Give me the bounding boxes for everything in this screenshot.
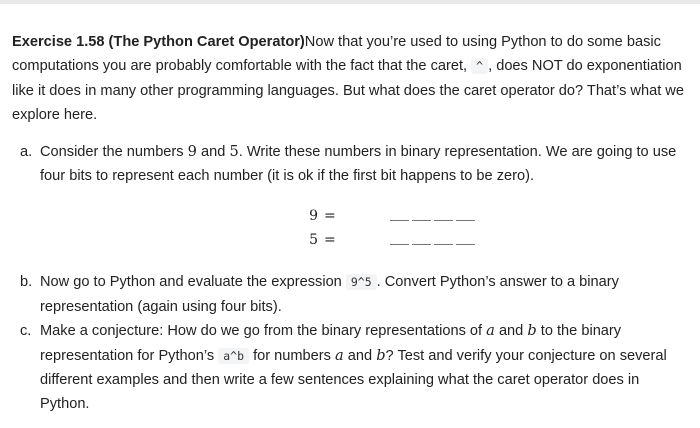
part-c-var-a2: a [335, 346, 344, 364]
top-divider [0, 0, 700, 4]
bit-blank [456, 244, 475, 245]
equation-9-lhs: 9 [309, 208, 318, 225]
equation-5-sign: = [324, 232, 336, 249]
caret-code: ^ [471, 58, 488, 74]
part-c-text-2: and [498, 323, 524, 340]
bit-blank [434, 220, 453, 221]
part-c-code: a^b [218, 348, 249, 364]
part-b [12, 270, 688, 319]
binary-equations [40, 204, 688, 252]
bit-blank [412, 244, 431, 245]
part-b-text-1: Now go to Python and evaluate the expression [40, 274, 342, 291]
bit-blank [434, 244, 453, 245]
exercise-container [12, 30, 688, 417]
part-c [12, 319, 688, 417]
bit-blank [456, 220, 475, 221]
part-c-text-5: and [347, 347, 373, 364]
part-c-marker: c. [20, 323, 32, 340]
part-a-num2: 5 [229, 142, 239, 160]
part-a [12, 140, 688, 253]
exercise-intro [12, 30, 688, 128]
part-a-text-1: Consider the numbers [40, 143, 184, 160]
equation-5 [308, 228, 336, 252]
part-c-var-b: b [527, 322, 537, 340]
part-b-marker: b. [20, 274, 33, 291]
equation-9-blanks [390, 220, 475, 221]
part-c-text-6: ? Test and verify your conjecture on several different examples and then write a few sentences explaining what the caret operator does in Python. [40, 347, 667, 413]
exercise-title: Exercise 1.58 (The Python Caret Operator) [12, 34, 305, 50]
intro-text-2: , does NOT do exponentiation like it does in many other programming languages. But what does the caret operator do? That’s what we explore here. [12, 58, 684, 124]
equation-9-sign: = [324, 208, 336, 225]
equation-5-lhs: 5 [309, 232, 318, 249]
intro-text-1: Now that you’re used to using Python to do some basic computations you are probably comfortable with the fact that the caret, [12, 34, 661, 75]
part-b-code: 9^5 [346, 274, 377, 290]
part-a-text-2: and [201, 143, 226, 160]
bit-blank [412, 220, 431, 221]
equation-9 [308, 204, 336, 228]
part-a-text-3: . Write these numbers in binary representation. We are going to use four bits to represent each number (it is ok if the first bit happens to be zero). [40, 143, 677, 185]
part-c-var-b2: b [376, 346, 386, 364]
bit-blank [390, 244, 409, 245]
equation-5-blanks [390, 244, 475, 245]
part-c-var-a: a [486, 322, 495, 340]
part-c-text-1: Make a conjecture: How do we go from the binary representations of [40, 323, 483, 340]
part-a-marker: a. [20, 143, 33, 160]
part-c-text-3: to the binary representation for Python’s [40, 323, 622, 364]
bit-blank [390, 220, 409, 221]
exercise-parts [12, 140, 688, 417]
part-a-num1: 9 [187, 142, 197, 160]
part-c-text-4: for numbers [253, 347, 331, 364]
part-b-text-2: . Convert Python’s answer to a binary representation (again using four bits). [40, 274, 619, 315]
